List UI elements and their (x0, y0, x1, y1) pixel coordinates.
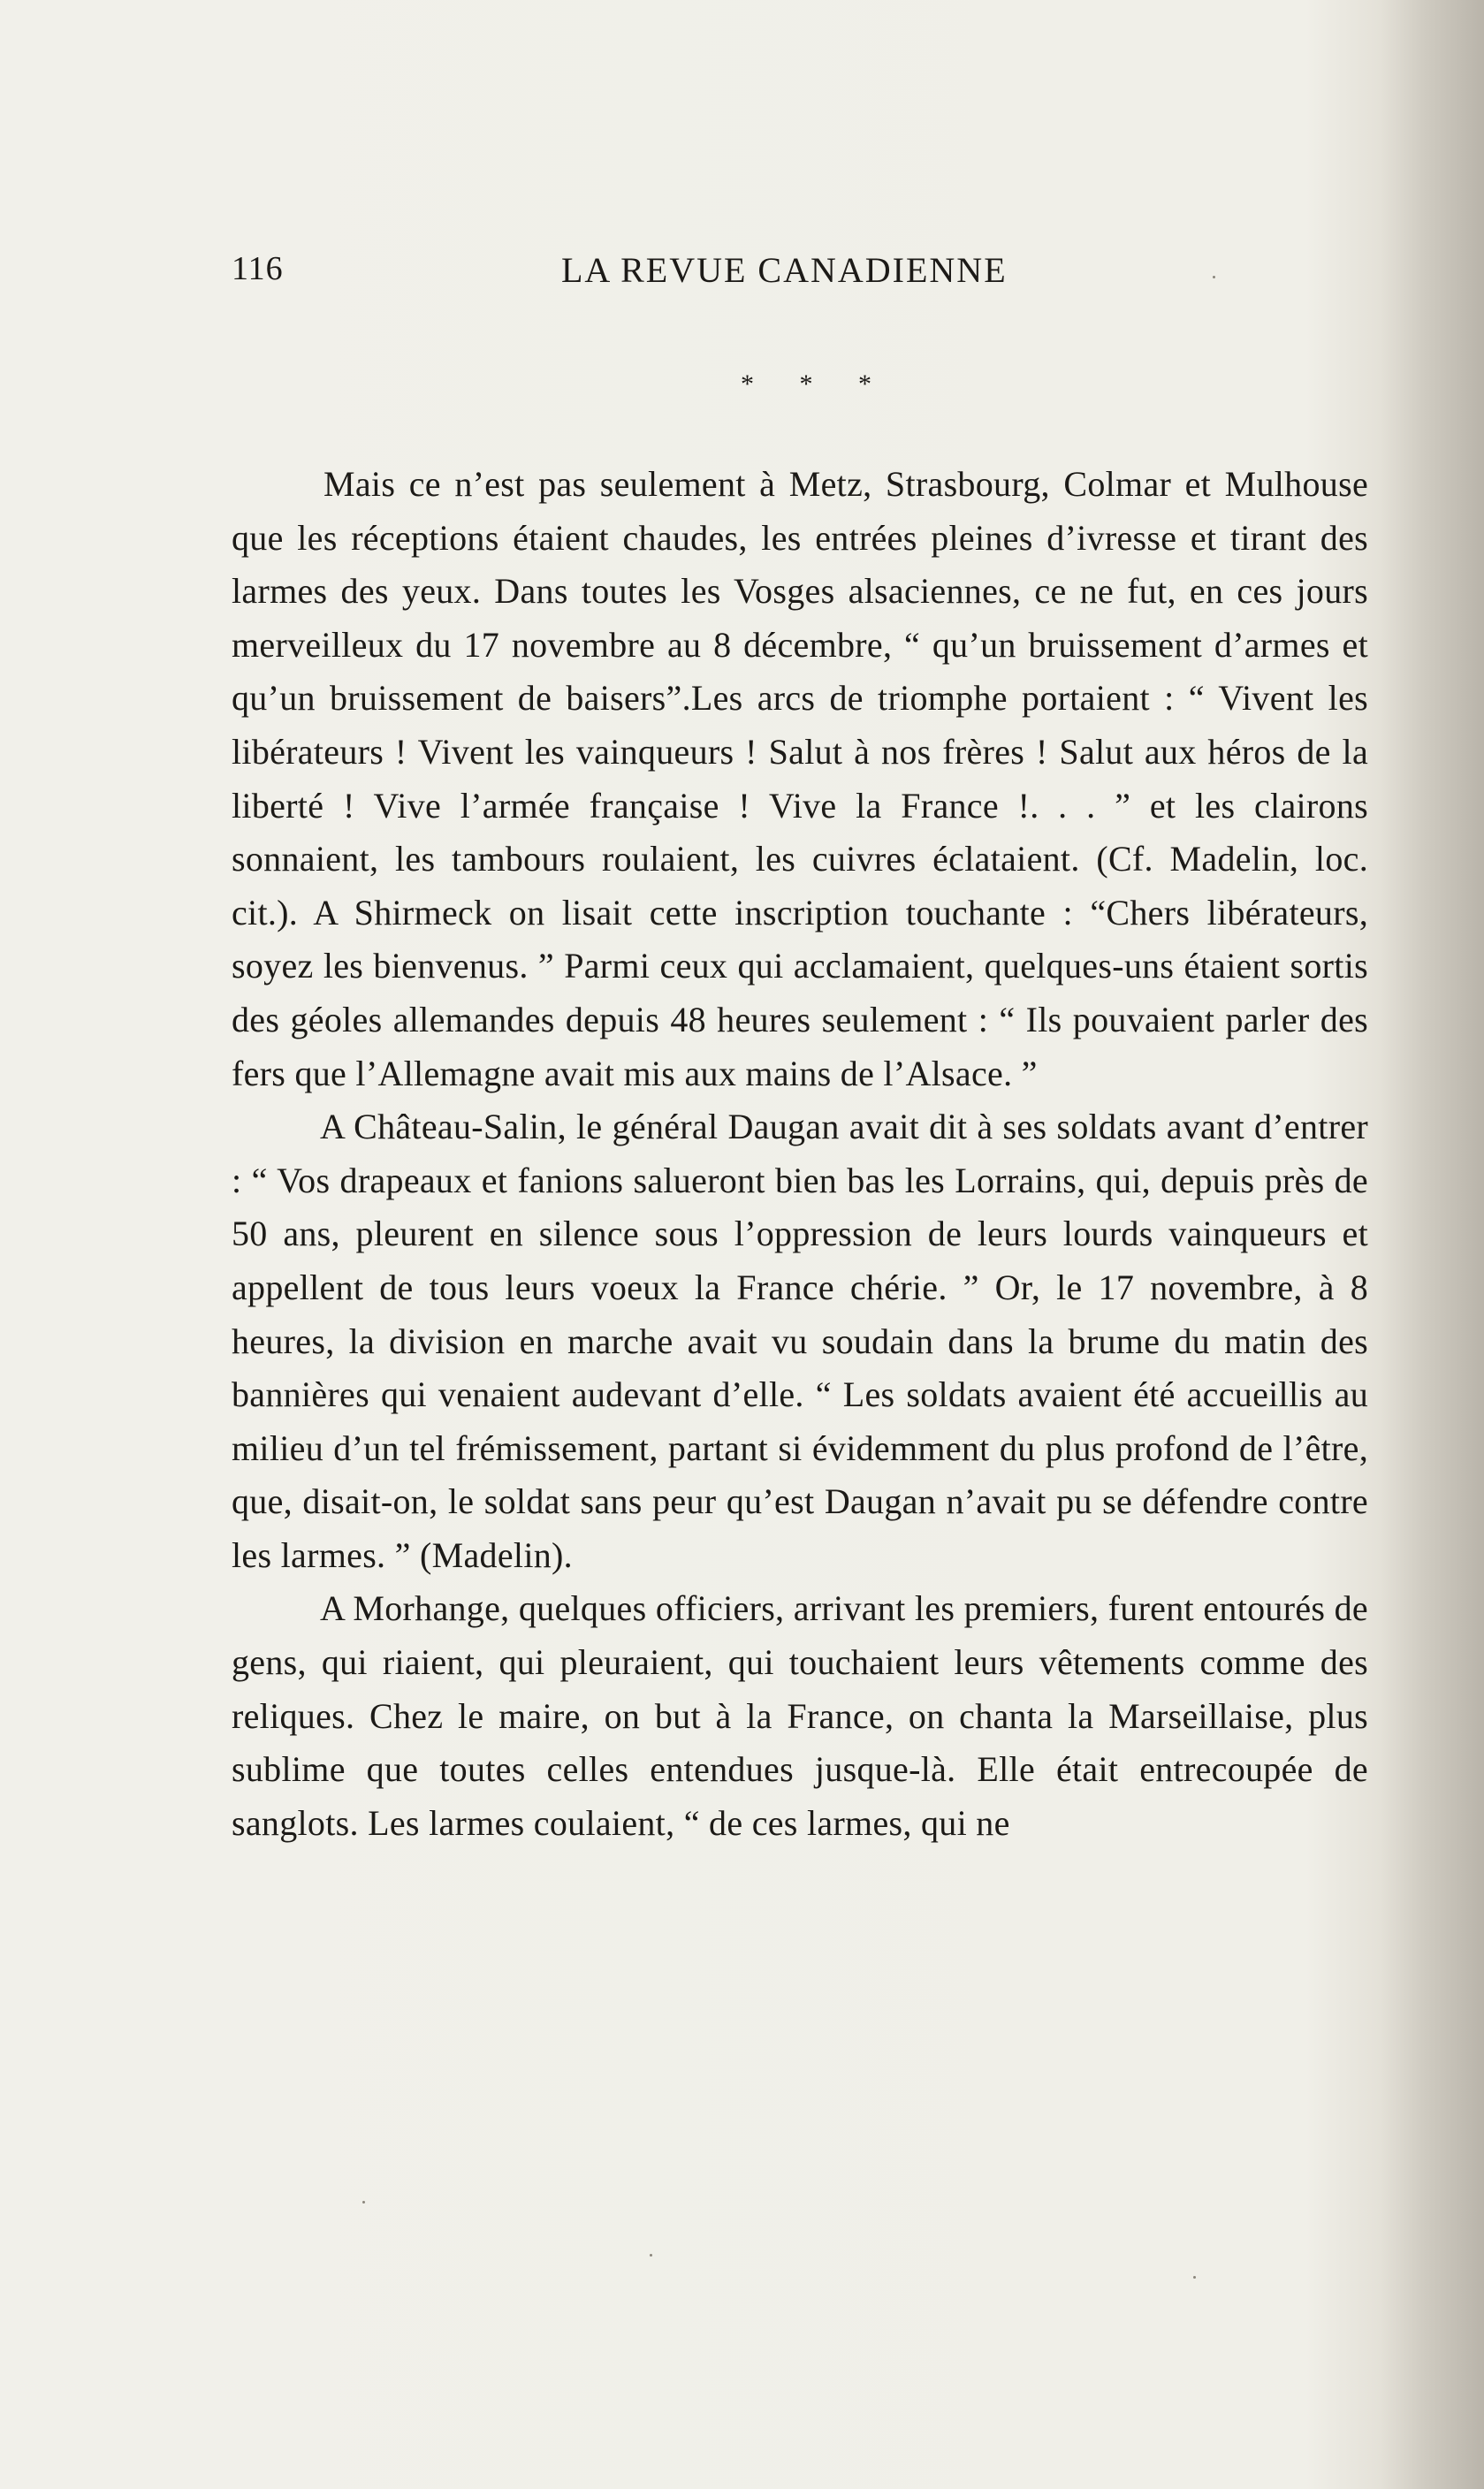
paper-speck (1213, 276, 1215, 278)
paragraph: Mais ce n’est pas seulement à Metz, Strasbourg, Colmar et Mulhouse que les réceptions étaient chaudes, les entrées pleines d’ivresse et tirant des larmes des yeux. Dans toutes les Vosges alsaciennes, ce ne fut, en ces jours merveilleux du 17 novembre au 8 décembre, “ qu’un bruissement d’armes et qu’un bruissement de baisers”.Les arcs de triomphe portaient : “ Vivent les libérateurs ! Vivent les vainqueurs ! Salut à nos frères ! Salut aux héros de la liberté ! Vive l’armée française ! Vive la France !. . . ” et les clairons sonnaient, les tambours roulaient, les cuivres éclataient. (Cf. Madelin, loc. cit.). A Shirmeck on lisait cette inscription touchante : “Chers libérateurs, soyez les bienvenus. ” Parmi ceux qui acclamaient, quelques-uns étaient sortis des géoles allemandes depuis 48 heures seulement : “ Ils pouvaient parler des fers que l’Allemagne avait mis aux mains de l’Alsace. ” (232, 464, 1368, 1093)
paragraph: A Château-Salin, le général Daugan avait dit à ses soldats avant d’entrer : “ Vos drapeaux et fanions salueront bien bas les Lorrains, qui, depuis près de 50 ans, pleurent en silence sous l’oppression de leurs lourds vainqueurs et appellent de tous leurs voeux la France chérie. ” Or, le 17 novembre, à 8 heures, la division en marche avait vu soudain dans la brume du matin des bannières qui venaient audevant d’elle. “ Les soldats avaient été accueillis au milieu d’un tel frémissement, partant si évidemment du plus profond de l’être, que, disait-on, le soldat sans peur qu’est Daugan n’avait pu se défendre contre les larmes. ” (Madelin). (232, 1107, 1368, 1575)
paper-speck (1193, 2276, 1196, 2279)
page-header (232, 249, 1372, 293)
body-text (232, 458, 1368, 1850)
paper-speck (650, 2254, 652, 2257)
page-number: 116 (232, 250, 284, 287)
section-separator: * * * (741, 369, 891, 399)
paper-speck (362, 2201, 365, 2204)
running-head: LA REVUE CANADIENNE (561, 250, 1008, 290)
paragraph: A Morhange, quelques officiers, arrivant les premiers, furent entourés de gens, qui riaient, qui pleuraient, qui touchaient leurs vêtements comme des reliques. Chez le maire, on but à la France, on chanta la Marseillaise, plus sublime que toutes celles entendues jusque-là. Elle était entrecoupée de sanglots. Les larmes coulaient, “ de ces larmes, qui ne (232, 1588, 1368, 1843)
